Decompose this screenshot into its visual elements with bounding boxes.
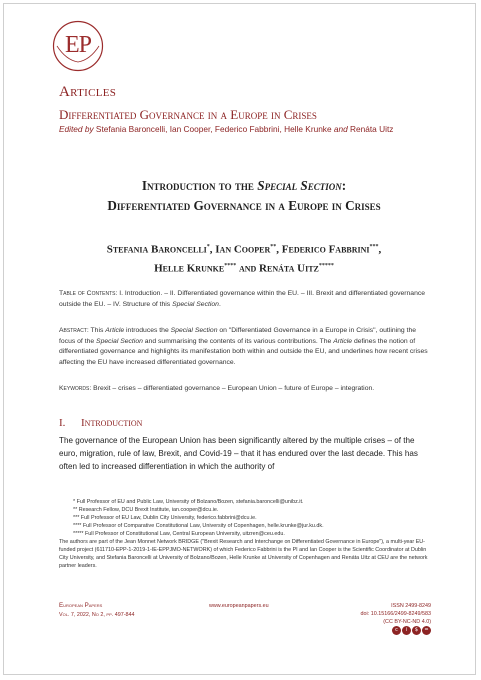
author-5-footnote-mark: ***** — [318, 262, 334, 269]
abstract-t4: and summarising the contents of its various contributions. The — [144, 337, 332, 345]
footnote-note: The authors are part of the Jean Monnet Network BRIDGE ("Brexit Research and Interchange on Differentiated Governance in Europe"), a multi-year EU-funded project (611710-EPP-1-2019-1-IE-EPPJMO-NETWORK) of which Federico Fabbrini is the PI and Ian Cooper is the Scientific Coordinator at Dublin City University, and Stefania Baroncelli at University of Bolzano/Bozen, Helle Krunke at University of Copenhagen and Renáta Uitz at CEU are the network partner leaders. — [59, 539, 428, 569]
footnote-3: *** Full Professor of EU Law, Dublin City University, federico.fabbrini@dcu.ie. — [73, 515, 257, 521]
cc-nd-icon: = — [422, 626, 431, 635]
journal-page — [3, 3, 476, 675]
title-line2: Differentiated Governance in a Europe in Crises — [107, 198, 381, 213]
toc-text-emphasis: Special Section — [172, 300, 219, 308]
abstract-t4-em: Article — [333, 337, 353, 345]
article-title — [44, 176, 444, 216]
title-line1-c: : — [341, 178, 347, 193]
special-section-title: Differentiated Governance in a Europe in Crises — [59, 107, 317, 122]
footnote-1: * Full Professor of EU and Public Law, University of Bolzano/Bozen, stefania.baroncelli@unibz.it. — [73, 499, 304, 505]
journal-logo — [52, 20, 104, 72]
cc-by-icon: i — [402, 626, 411, 635]
abstract-t2-em: Special Section — [170, 327, 218, 334]
footer-url-link[interactable]: www.europeanpapers.eu — [209, 603, 269, 609]
author-3-footnote-mark: *** — [369, 244, 379, 250]
author-1-footnote-mark: * — [206, 244, 210, 250]
footnotes — [59, 498, 431, 570]
toc-text: I. Introduction. – II. Differentiated governance within the EU. – III. Brexit and differentiated governance outside the EU. – IV. Structure of this — [59, 290, 426, 308]
editors-last: Renáta Uitz — [350, 124, 394, 134]
section-number: I. — [59, 417, 66, 429]
abstract-t3: on "Differentiated Governance in a Europe in Crisis", outlining the focus of the — [59, 327, 417, 345]
cc-icon: c — [392, 626, 401, 635]
footnote-2: ** Research Fellow, DCU Brexit Institute, ian.cooper@dcu.ie. — [73, 507, 219, 513]
section-heading-text: Introduction — [81, 417, 143, 429]
title-line1-a: Introduction to the — [141, 178, 254, 193]
section-label: Articles — [59, 84, 117, 100]
abstract-t2: introduces the — [126, 327, 169, 334]
cc-license-icons — [392, 626, 431, 635]
cc-nc-icon: $ — [412, 626, 421, 635]
title-line1-b: Special Section — [257, 178, 342, 193]
editors-and: and — [333, 124, 348, 134]
footnote-5: ***** Full Professor of Constitutional Law, Central European University, uitzren@ceu.edu. — [73, 531, 285, 537]
author-4-footnote-mark: **** — [224, 262, 237, 269]
footer-doi[interactable]: doi: 10.15166/2499-8249/583 — [360, 611, 431, 617]
table-of-contents — [59, 289, 431, 310]
abstract-t1: This — [90, 327, 104, 334]
abstract-t1-em: Article — [105, 327, 125, 334]
authors-and: and — [238, 262, 257, 275]
abstract — [59, 326, 431, 368]
toc-text-end: . — [218, 300, 221, 308]
footer-issn: ISSN 2499-8249 — [391, 603, 431, 609]
keywords-text: Brexit – crises – differentiated governance – European Union – future of Europe – integration. — [93, 385, 375, 392]
toc-label: Table of Contents: — [59, 290, 118, 297]
editors-names: Stefania Baroncelli, Ian Cooper, Federico Fabbrini, Helle Krunke — [95, 124, 332, 134]
author-4: Helle Krunke — [154, 262, 225, 275]
abstract-t5: defines the notion of differentiated governance and highlights its manifestation both within and outside the EU, and underlines how recent crises affecting the EU have increased differentiated governance. — [59, 337, 428, 366]
keywords-label: Keywords: — [59, 385, 92, 392]
footnote-4: **** Full Professor of Comparative Constitutional Law, University of Copenhagen, helle.krunke@jur.ku.dk. — [73, 523, 324, 529]
author-5: Renáta Uitz — [259, 262, 319, 275]
editors-prefix: Edited by — [59, 124, 94, 134]
author-1: Stefania Baroncelli — [106, 243, 207, 256]
abstract-label: Abstract: — [59, 327, 89, 334]
introduction-paragraph: The governance of the European Union has been significantly altered by the multiple crises – of the euro, migration, rule of law, Brexit, and Covid-19 – that it has endured over the last decade. This has often led to increased differentiation in which the authority of — [59, 436, 418, 471]
footer-volume: Vol. 7, 2022, No 2, pp. 497-844 — [59, 612, 135, 618]
footer-license: (CC BY-NC-ND 4.0) — [383, 619, 431, 625]
logo-text: EP — [64, 32, 91, 58]
keywords — [59, 384, 431, 395]
authors-list: Stefania Baroncelli*, Ian Cooper**, Federico Fabbrini***, Helle Krunke**** and Renáta Uitz***** — [106, 243, 382, 275]
footer-journal-name: European Papers — [59, 602, 103, 609]
author-3: Federico Fabbrini — [281, 243, 370, 256]
abstract-t3-em: Special Section — [96, 337, 143, 345]
editors-line — [59, 124, 439, 134]
author-2: Ian Cooper — [215, 243, 271, 256]
section-heading-introduction — [59, 417, 142, 429]
author-2-footnote-mark: ** — [270, 244, 277, 250]
